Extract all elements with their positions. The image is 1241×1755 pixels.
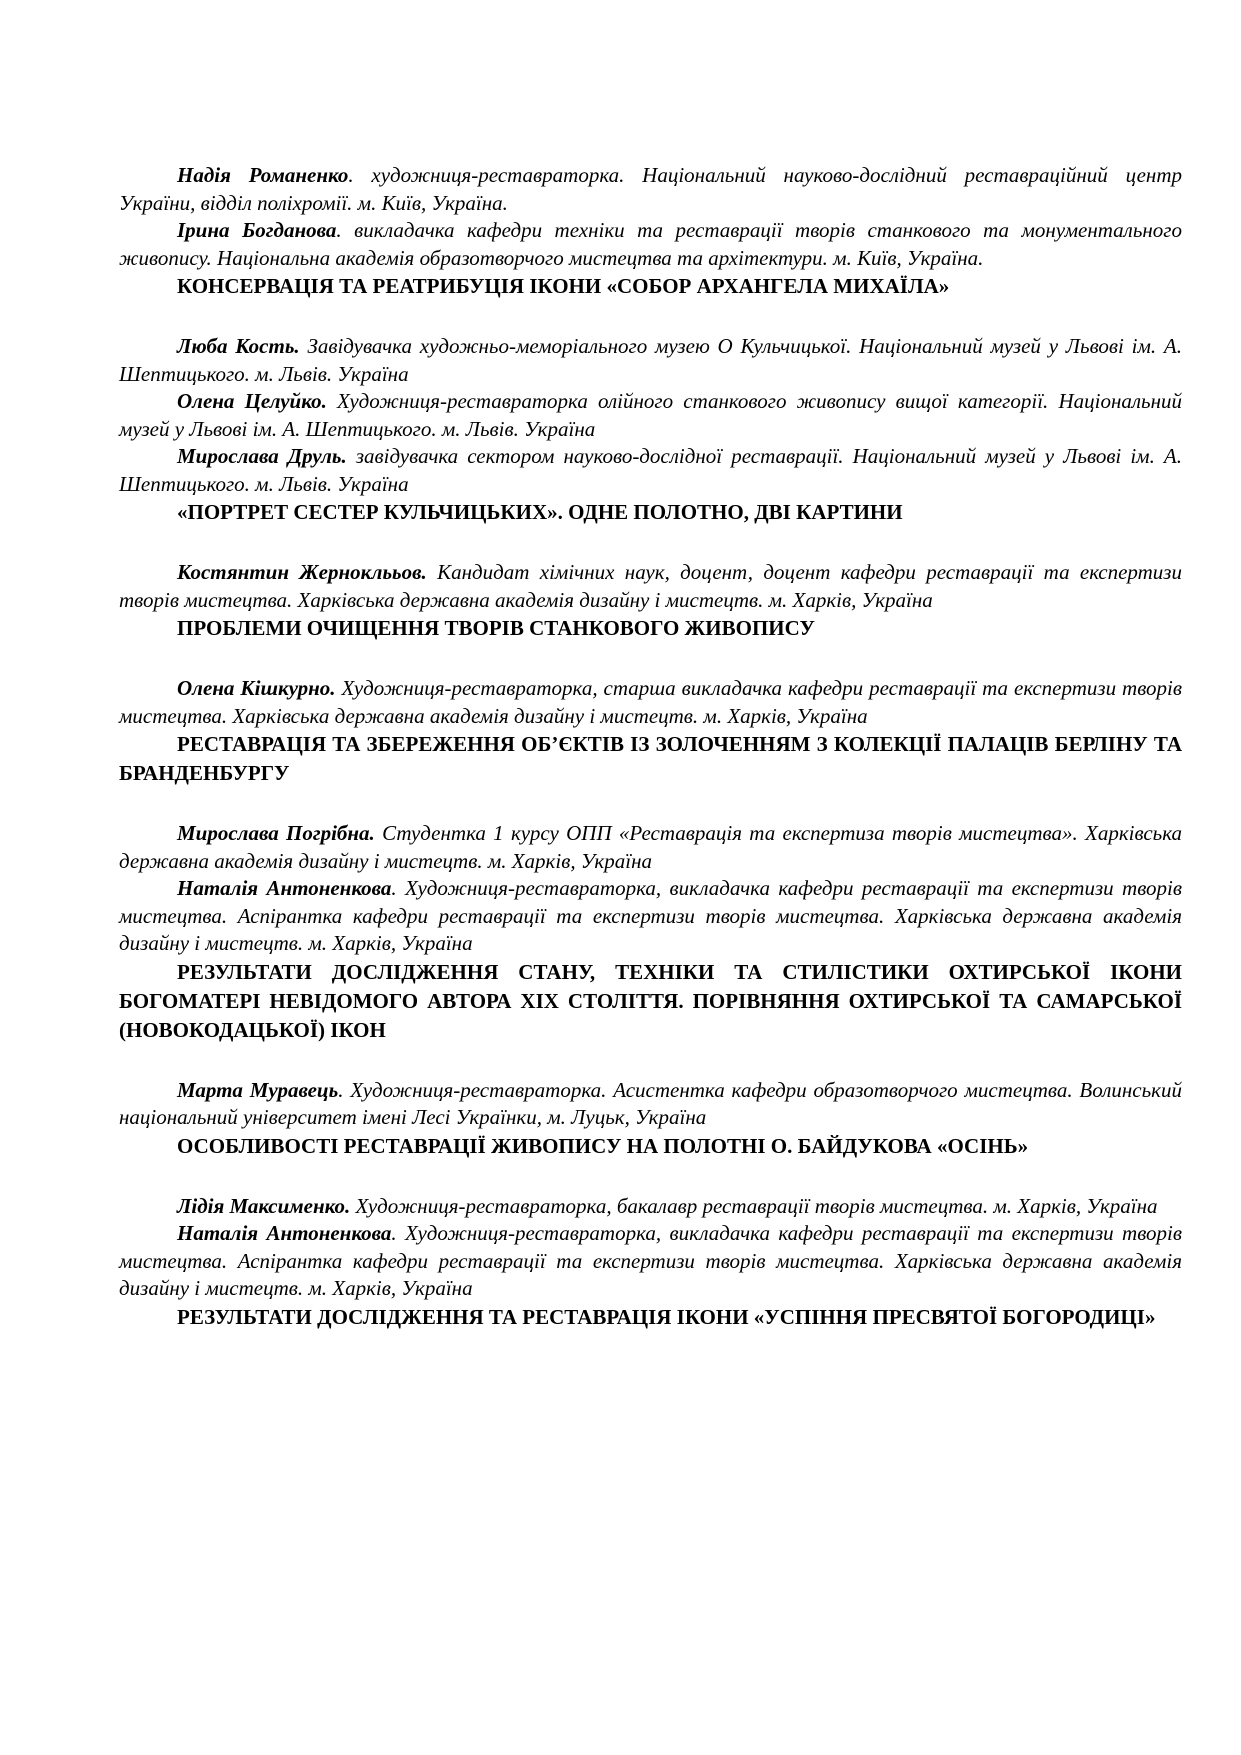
author-info: . Художниця-реставраторка, викладачка кафедри реставрації та експертизи творів мистецтва. Аспірантка кафедри реставрації та експертизи творів мистецтва. Харківська державна академія дизайну і мистецтв. м. Харків, Україна [119,876,1182,955]
author-paragraph [119,388,1182,443]
author-paragraph [119,1193,1182,1221]
author-name: Марта Муравець [177,1077,339,1102]
author-paragraph [119,443,1182,498]
author-name: Мирослава Погрібна. [177,821,375,845]
author-paragraph [119,217,1182,272]
paper-title: РЕЗУЛЬТАТИ ДОСЛІДЖЕННЯ ТА РЕСТАВРАЦІЯ ІКОНИ «УСПІННЯ ПРЕСВЯТОЇ БОГОРОДИЦІ» [177,1304,1156,1329]
author-name: Олена Кішкурно. [177,676,336,700]
spacer [119,527,1182,559]
paper-title: ОСОБЛИВОСТІ РЕСТАВРАЦІЇ ЖИВОПИСУ НА ПОЛОТНІ О. БАЙДУКОВА «ОСІНЬ» [177,1133,1029,1158]
author-info: . викладачка кафедри техніки та реставрації творів станкового та монументального живопису. Національна академія образотворчого мистецтва та архітектури. м. Київ, Україна. [119,218,1182,270]
spacer [119,643,1182,675]
author-info: Студентка 1 курсу ОПП «Реставрація та експертиза творів мистецтва». Харківська державна академія дизайну і мистецтв. м. Харків, Україна [119,821,1182,873]
author-paragraph [119,333,1182,388]
author-info: Художниця-реставраторка, старша викладачка кафедри реставрації та експертизи творів мистецтва. Харківська державна академія дизайну і мистецтв. м. Харків, Україна [119,676,1182,728]
entry [119,559,1182,643]
paper-title: РЕЗУЛЬТАТИ ДОСЛІДЖЕННЯ СТАНУ, ТЕХНІКИ ТА СТИЛІСТИКИ ОХТИРСЬКОЇ ІКОНИ БОГОМАТЕРІ НЕВІДОМОГО АВТОРА XIX СТОЛІТТЯ. ПОРІВНЯННЯ ОХТИРСЬКОЇ ТА САМАРСЬКОЇ (НОВОКОДАЦЬКОЇ) ІКОН [119,959,1182,1042]
author-name: Олена Целуйко. [177,389,327,413]
entry [119,1077,1182,1161]
entry [119,162,1182,301]
spacer [119,1045,1182,1077]
document-page [119,162,1182,1332]
author-info: Художниця-реставраторка олійного станкового живопису вищої категорії. Національний музей у Львові ім. А. Шептицького. м. Львів. Україна [119,389,1183,441]
author-name: Мирослава Друль. [177,444,347,468]
entry [119,820,1182,1045]
author-paragraph [119,162,1182,217]
author-paragraph [119,1220,1182,1303]
author-name: Наталія Антоненкова [177,876,392,900]
author-info: . Художниця-реставраторка. Асистентка кафедри образотворчого мистецтва. Волинський національний університет імені Лесі Українки, м. Луцьк, Україна [119,1077,1182,1129]
entry [119,675,1182,788]
author-name: Надія Романенко [177,163,349,187]
author-name: Лідія Максименко. [177,1193,351,1218]
paper-title: КОНСЕРВАЦІЯ ТА РЕАТРИБУЦІЯ ІКОНИ «СОБОР АРХАНГЕЛА МИХАЇЛА» [177,274,950,298]
author-info: Завідувачка художньо-меморіального музею О Кульчицької. Національний музей у Львові ім. А. Шептицького. м. Львів. Україна [119,334,1182,386]
spacer [119,788,1182,820]
author-name: Люба Кость. [177,334,300,358]
spacer [119,301,1182,333]
author-name: Ірина Богданова [177,218,337,242]
entry [119,1193,1182,1332]
author-paragraph [119,820,1182,875]
author-info: Художниця-реставраторка, бакалавр реставрації творів мистецтва. м. Харків, Україна [350,1193,1158,1218]
author-info: . художниця-реставраторка. Національний науково-дослідний реставраційний центр України, відділ поліхромії. м. Київ, Україна. [119,163,1182,215]
author-paragraph [119,1077,1182,1132]
author-paragraph [119,875,1182,958]
spacer [119,1161,1182,1193]
author-info: Кандидат хімічних наук, доцент, доцент кафедри реставрації та експертизи творів мистецтва. Харківська державна академія дизайну і мистецтв. м. Харків, Україна [119,560,1182,612]
paper-title: РЕСТАВРАЦІЯ ТА ЗБЕРЕЖЕННЯ ОБ’ЄКТІВ ІЗ ЗОЛОЧЕННЯМ З КОЛЕКЦІЇ ПАЛАЦІВ БЕРЛІНУ ТА БРАНДЕНБУРГУ [119,732,1182,785]
author-info: завідувачка сектором науково-дослідної реставрації. Національний музей у Львові ім. А. Шептицького. м. Львів. Україна [119,444,1182,496]
entry [119,333,1182,527]
paper-title: ПРОБЛЕМИ ОЧИЩЕННЯ ТВОРІВ СТАНКОВОГО ЖИВОПИСУ [177,616,815,640]
author-paragraph [119,675,1182,730]
paper-title: «ПОРТРЕТ СЕСТЕР КУЛЬЧИЦЬКИХ». ОДНЕ ПОЛОТНО, ДВІ КАРТИНИ [177,500,903,524]
author-info: . Художниця-реставраторка, викладачка кафедри реставрації та експертизи творів мистецтва. Аспірантка кафедри реставрації та експертизи творів мистецтва. Харківська державна академія дизайну і мистецтв. м. Харків, Україна [119,1221,1182,1300]
author-name: Костянтин Жерноклььов. [177,560,427,584]
author-name: Наталія Антоненкова [177,1221,392,1245]
author-paragraph [119,559,1182,614]
